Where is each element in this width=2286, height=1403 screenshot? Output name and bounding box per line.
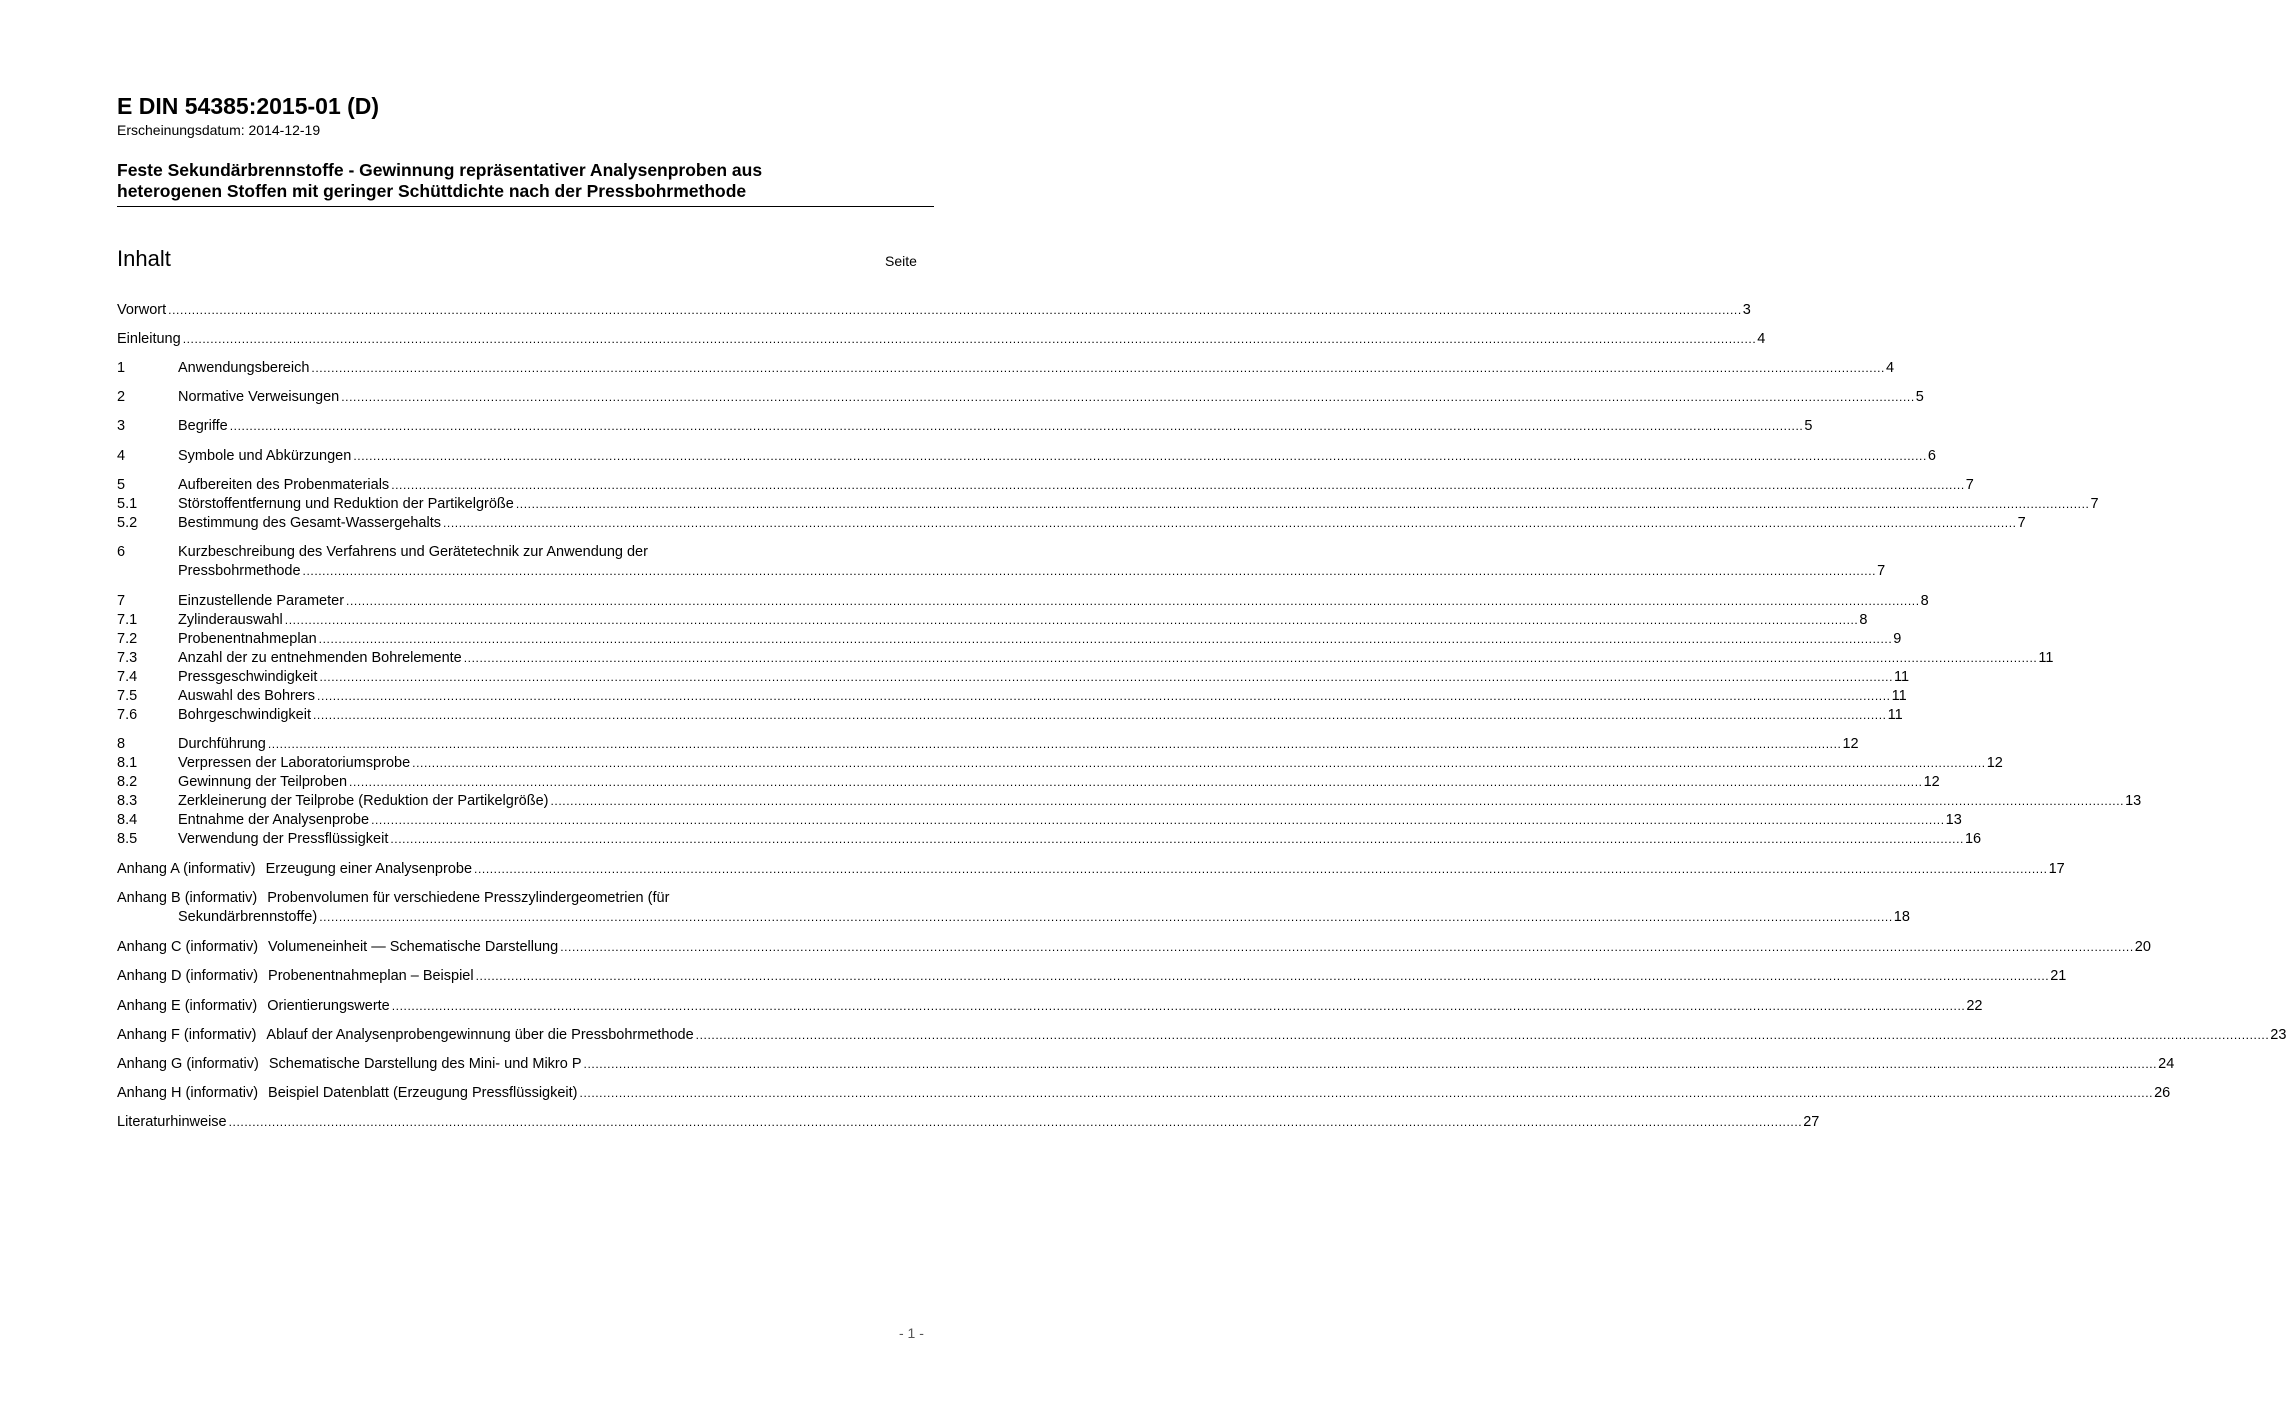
toc-entry-page: 8	[1859, 612, 1868, 628]
toc-entry[interactable]	[117, 388, 1924, 407]
toc-entry-number: 8.5	[117, 831, 138, 847]
toc-entry-page: 9	[1893, 631, 1902, 647]
toc-entry-label-continued: Pressbohrmethode	[178, 563, 301, 579]
toc-dot-leader: ................................................................................................................................................................................................................................................................................................................................................................................................................	[391, 999, 1966, 1013]
toc-entry[interactable]	[117, 592, 1929, 611]
toc-entry[interactable]	[117, 543, 932, 562]
toc-entry-page: 3	[1742, 302, 1751, 318]
toc-entry[interactable]	[117, 649, 2054, 668]
toc-entry[interactable]	[117, 417, 1813, 436]
toc-entry-label: Anwendungsbereich	[178, 360, 310, 376]
toc-entry-label: Normative Verweisungen	[178, 389, 340, 405]
toc-dot-leader: ................................................................................................................................................................................................................................................................................................................................................................................................................	[695, 1028, 2270, 1042]
toc-entry-page: 26	[2154, 1085, 2171, 1101]
toc-entry-annex-prefix: Anhang F (informativ)	[117, 1027, 257, 1043]
toc-entry[interactable]	[117, 514, 2026, 533]
toc-dot-leader: ................................................................................................................................................................................................................................................................................................................................................................................................................	[318, 632, 1893, 646]
toc-entry-number: 7.1	[117, 612, 138, 628]
subtitle-line-2: heterogenen Stoffen mit geringer Schüttdichte nach der Pressbohrmethode	[117, 181, 747, 201]
toc-entry-label: Verwendung der Pressflüssigkeit	[178, 831, 389, 847]
toc-entry-page: 20	[2134, 939, 2151, 955]
toc-entry[interactable]	[117, 495, 2099, 514]
toc-entry-number: 2	[117, 389, 126, 405]
toc-entry[interactable]	[117, 447, 1936, 466]
toc-dot-leader: ................................................................................................................................................................................................................................................................................................................................................................................................................	[319, 670, 1894, 684]
toc-entry-number: 8.2	[117, 774, 138, 790]
toc-entry-page: 4	[1757, 331, 1766, 347]
toc-entry-label: Probenentnahmeplan	[178, 631, 317, 647]
toc-dot-leader: ................................................................................................................................................................................................................................................................................................................................................................................................................	[311, 361, 1885, 375]
toc-entry[interactable]	[117, 889, 932, 908]
page-number: - 1 -	[899, 1325, 924, 1341]
toc-entry-label: Kurzbeschreibung des Verfahrens und Gerätetechnik zur Anwendung der	[178, 544, 648, 560]
toc-entry-page: 27	[1803, 1114, 1820, 1130]
toc-entry-page: 4	[1886, 360, 1895, 376]
toc-entry[interactable]	[117, 830, 1982, 849]
toc-entry-label: Zylinderauswahl	[178, 612, 283, 628]
toc-entry-page: 21	[2050, 968, 2067, 984]
toc-entry-label: Ablauf der Analysenprobengewinnung über die Pressbohrmethode	[266, 1027, 694, 1043]
toc-dot-leader: ................................................................................................................................................................................................................................................................................................................................................................................................................	[317, 689, 1891, 703]
toc-entry[interactable]	[117, 997, 1983, 1016]
toc-entry-page: 13	[1945, 812, 1962, 828]
toc-entry-page: 11	[1887, 707, 1903, 723]
toc-entry-number: 7.3	[117, 650, 138, 666]
toc-dot-leader: ................................................................................................................................................................................................................................................................................................................................................................................................................	[313, 708, 1887, 722]
toc-entry-page: 22	[1966, 998, 1983, 1014]
toc-entry-number: 8	[117, 736, 126, 752]
toc-entry-page: 11	[1894, 669, 1910, 685]
toc-entry-number: 6	[117, 544, 126, 560]
toc-entry-number: 7	[117, 593, 126, 609]
toc-entry-page: 12	[1986, 755, 2003, 771]
toc-entry-number: 7.2	[117, 631, 138, 647]
toc-entry[interactable]	[117, 811, 1962, 830]
toc-dot-leader: ................................................................................................................................................................................................................................................................................................................................................................................................................	[515, 497, 2090, 511]
toc-entry-number: 7.4	[117, 669, 138, 685]
toc-dot-leader: ................................................................................................................................................................................................................................................................................................................................................................................................................	[349, 775, 1923, 789]
toc-entry-page: 16	[1964, 831, 1982, 847]
toc-entry-label: Verpressen der Laboratoriumsprobe	[178, 755, 411, 771]
toc-dot-leader: ................................................................................................................................................................................................................................................................................................................................................................................................................	[391, 478, 1965, 492]
toc-entry-annex-prefix: Anhang H (informativ)	[117, 1085, 259, 1101]
toc-entry[interactable]	[117, 687, 1907, 706]
toc-entry-number: 7.5	[117, 688, 138, 704]
toc-entry-label: Entnahme der Analysenprobe	[178, 812, 370, 828]
toc-entry-annex-prefix: Anhang B (informativ)	[117, 890, 258, 906]
toc-entry-label: Pressgeschwindigkeit	[178, 669, 318, 685]
toc-entry-page: 5	[1915, 389, 1924, 405]
toc-entry-continuation[interactable]	[117, 908, 1910, 927]
toc-entry-label: Vorwort	[117, 302, 167, 318]
subtitle-line-1: Feste Sekundärbrennstoffe - Gewinnung repräsentativer Analysenproben aus	[117, 160, 763, 180]
toc-entry-annex-prefix: Anhang A (informativ)	[117, 861, 256, 877]
toc-dot-leader: ................................................................................................................................................................................................................................................................................................................................................................................................................	[353, 449, 1927, 463]
toc-entry-number: 3	[117, 418, 126, 434]
toc-entry-page: 11	[2038, 650, 2054, 666]
toc-entry-annex-prefix: Anhang G (informativ)	[117, 1056, 259, 1072]
toc-entry[interactable]	[117, 1084, 2171, 1103]
toc-entry-page: 5	[1804, 418, 1813, 434]
toc-entry-page: 12	[1923, 774, 1940, 790]
toc-heading: Inhalt	[117, 246, 171, 271]
toc-entry[interactable]	[117, 1113, 1820, 1132]
toc-entry-page: 7	[1965, 477, 1974, 493]
toc-entry-label: Begriffe	[178, 418, 228, 434]
toc-entry-number: 8.4	[117, 812, 138, 828]
toc-dot-leader: ................................................................................................................................................................................................................................................................................................................................................................................................................	[442, 516, 2017, 530]
toc-entry-page: 24	[2158, 1056, 2175, 1072]
toc-page-column-label: Seite	[885, 253, 917, 269]
toc-dot-leader: ................................................................................................................................................................................................................................................................................................................................................................................................................	[390, 832, 1964, 846]
toc-dot-leader: ................................................................................................................................................................................................................................................................................................................................................................................................................	[302, 564, 1877, 578]
toc-dot-leader: ................................................................................................................................................................................................................................................................................................................................................................................................................	[475, 969, 2050, 983]
toc-entry-annex-prefix: Anhang D (informativ)	[117, 968, 259, 984]
toc-entry-annex-prefix: Anhang C (informativ)	[117, 939, 259, 955]
toc-entry[interactable]	[117, 668, 1910, 687]
toc-entry[interactable]	[117, 301, 1751, 320]
toc-entry-label: Beispiel Datenblatt (Erzeugung Pressflüssigkeit)	[268, 1085, 578, 1101]
toc-entry-label: Aufbereiten des Probenmaterials	[178, 477, 390, 493]
toc-entry-label: Gewinnung der Teilproben	[178, 774, 348, 790]
toc-entry-number: 7.6	[117, 707, 138, 723]
toc-dot-leader: ................................................................................................................................................................................................................................................................................................................................................................................................................	[463, 651, 2038, 665]
toc-entry[interactable]	[117, 706, 1903, 725]
toc-entry-number: 5	[117, 477, 126, 493]
toc-dot-leader: ................................................................................................................................................................................................................................................................................................................................................................................................................	[412, 756, 1986, 770]
toc-entry-page: 8	[1920, 593, 1929, 609]
toc-entry-annex-prefix: Anhang E (informativ)	[117, 998, 258, 1014]
toc-entry-number: 5.2	[117, 515, 138, 531]
toc-entry[interactable]	[117, 754, 2003, 773]
toc-entry[interactable]	[117, 792, 2142, 811]
toc-entry-label: Probenvolumen für verschiedene Presszylindergeometrien (für	[267, 890, 670, 906]
toc-entry[interactable]	[117, 611, 1868, 630]
toc-entry-label: Probenentnahmeplan – Beispiel	[268, 968, 474, 984]
toc-entry[interactable]	[117, 735, 1859, 754]
toc-entry-label: Erzeugung einer Analysenprobe	[265, 861, 473, 877]
toc-entry[interactable]	[117, 330, 1766, 349]
toc-entry-label: Anzahl der zu entnehmenden Bohrelemente	[178, 650, 462, 666]
toc-dot-leader: ................................................................................................................................................................................................................................................................................................................................................................................................................	[346, 594, 1920, 608]
toc-dot-leader: ................................................................................................................................................................................................................................................................................................................................................................................................................	[341, 390, 1915, 404]
toc-dot-leader: ................................................................................................................................................................................................................................................................................................................................................................................................................	[168, 303, 1742, 317]
toc-dot-leader: ................................................................................................................................................................................................................................................................................................................................................................................................................	[319, 910, 1893, 924]
toc-entry-label: Orientierungswerte	[267, 998, 390, 1014]
toc-entry-label: Störstoffentfernung und Reduktion der Partikelgröße	[178, 496, 514, 512]
toc-entry-label: Auswahl des Bohrers	[178, 688, 316, 704]
toc-entry[interactable]	[117, 1055, 2175, 1074]
toc-entry-page: 7	[2017, 515, 2026, 531]
toc-dot-leader: ................................................................................................................................................................................................................................................................................................................................................................................................................	[229, 419, 1804, 433]
toc-entry-number: 1	[117, 360, 126, 376]
toc-dot-leader: ................................................................................................................................................................................................................................................................................................................................................................................................................	[284, 613, 1859, 627]
toc-entry-label: Schematische Darstellung des Mini- und Mikro P	[268, 1056, 582, 1072]
toc-dot-leader: ................................................................................................................................................................................................................................................................................................................................................................................................................	[228, 1115, 1803, 1129]
toc-entry-label: Literaturhinweise	[117, 1114, 227, 1130]
publication-date: Erscheinungsdatum: 2014-12-19	[117, 122, 321, 138]
toc-entry-label-continued: Sekundärbrennstoffe)	[178, 909, 318, 925]
toc-entry-continuation[interactable]	[117, 562, 1886, 581]
toc-entry-page: 12	[1842, 736, 1859, 752]
toc-entry-page: 7	[1877, 563, 1886, 579]
toc-entry-label: Einzustellende Parameter	[178, 593, 345, 609]
toc-entry[interactable]	[117, 860, 2065, 879]
toc-entry[interactable]	[117, 359, 1895, 378]
toc-dot-leader: ................................................................................................................................................................................................................................................................................................................................................................................................................	[579, 1086, 2154, 1100]
toc-entry-page: 13	[2125, 793, 2142, 809]
toc-entry[interactable]	[117, 773, 1940, 792]
toc-entry-number: 4	[117, 448, 126, 464]
toc-dot-leader: ................................................................................................................................................................................................................................................................................................................................................................................................................	[474, 862, 2048, 876]
toc-entry-number: 8.3	[117, 793, 138, 809]
toc-entry-page: 18	[1893, 909, 1910, 925]
toc-entry[interactable]	[117, 630, 1902, 649]
toc-entry-label: Bohrgeschwindigkeit	[178, 707, 311, 723]
toc-entry[interactable]	[117, 476, 1974, 495]
toc-entry-number: 5.1	[117, 496, 138, 512]
toc-entry-label: Einleitung	[117, 331, 181, 347]
toc-entry-page: 6	[1927, 448, 1936, 464]
toc-entry[interactable]	[117, 938, 2151, 957]
toc-entry-page: 17	[2048, 861, 2065, 877]
toc-dot-leader: ................................................................................................................................................................................................................................................................................................................................................................................................................	[560, 940, 2134, 954]
toc-dot-leader: ................................................................................................................................................................................................................................................................................................................................................................................................................	[371, 813, 1945, 827]
toc-entry[interactable]	[117, 967, 2067, 986]
document-title: E DIN 54385:2015-01 (D)	[117, 93, 380, 119]
toc-dot-leader: ................................................................................................................................................................................................................................................................................................................................................................................................................	[182, 332, 1757, 346]
toc-entry-label: Zerkleinerung der Teilprobe (Reduktion der Partikelgröße)	[178, 793, 549, 809]
toc-entry[interactable]	[117, 1026, 2286, 1045]
toc-dot-leader: ................................................................................................................................................................................................................................................................................................................................................................................................................	[583, 1057, 2158, 1071]
toc-entry-label: Symbole und Abkürzungen	[178, 448, 352, 464]
toc-entry-label: Volumeneinheit — Schematische Darstellung	[268, 939, 559, 955]
toc-entry-page: 11	[1891, 688, 1907, 704]
toc-dot-leader: ................................................................................................................................................................................................................................................................................................................................................................................................................	[267, 737, 1842, 751]
toc-dot-leader: ................................................................................................................................................................................................................................................................................................................................................................................................................	[550, 794, 2125, 808]
toc-entry-label: Bestimmung des Gesamt-Wassergehalts	[178, 515, 441, 531]
toc-entry-page: 7	[2090, 496, 2099, 512]
toc-entry-page: 23	[2270, 1027, 2286, 1043]
toc-entry-number: 8.1	[117, 755, 138, 771]
toc-entry-label: Durchführung	[178, 736, 266, 752]
